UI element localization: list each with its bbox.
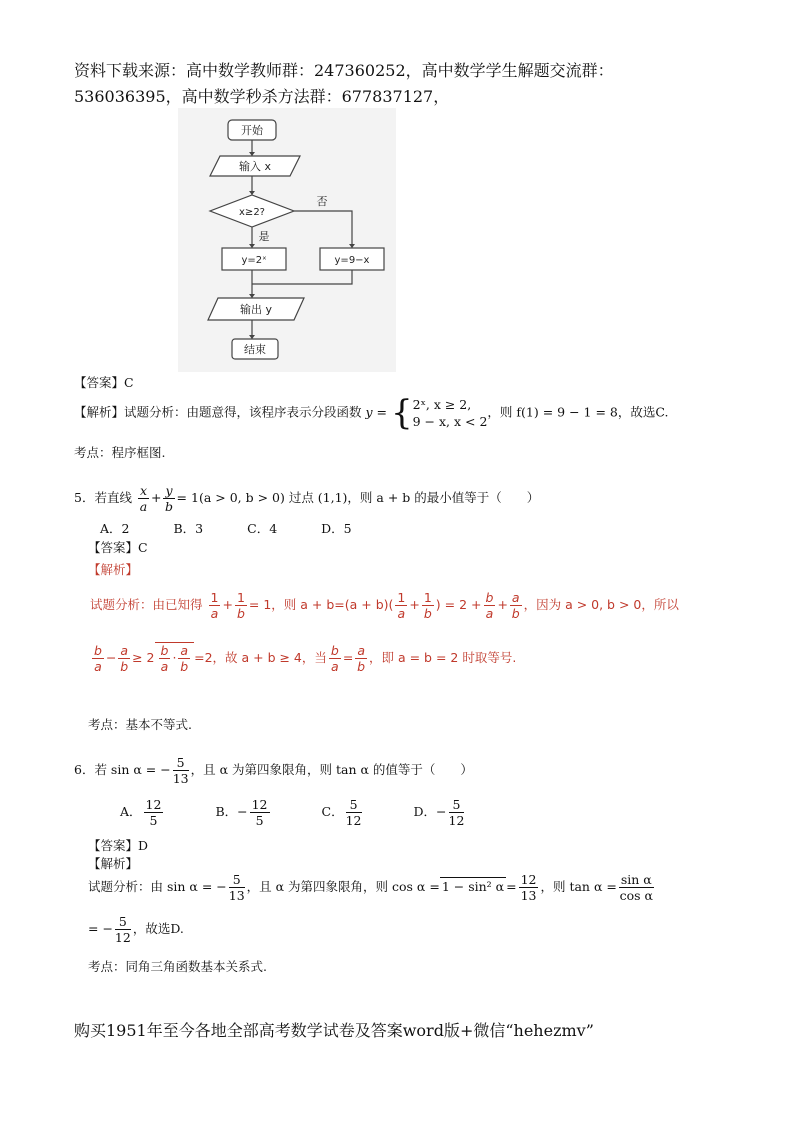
q6-analysis-line-2: = − $\frac{5}{12}$ ，故选D.	[88, 914, 184, 945]
q4-analysis-text1: 试题分析：由题意得，该程序表示分段函数	[124, 404, 366, 420]
flow-end-text: 结束	[244, 343, 266, 356]
q5-answer: 【答案】C	[88, 540, 148, 555]
q5-analysis-label: 【解析】	[88, 562, 139, 577]
flow-condition-text: x≥2?	[239, 207, 265, 218]
q5-frac-x-a: $\frac{x}{a}$	[139, 483, 148, 514]
q4-analysis: 【解析】试题分析：由题意得，该程序表示分段函数 y = { 2ˣ, x ≥ 2, 9 − x, x < 2 ，则 f(1) = 9 − 1 = 8，故选C.	[74, 393, 669, 433]
q4-kaodian: 考点：程序框图.	[74, 445, 166, 460]
q6-option-a: A． $\frac{12}{5}$	[120, 797, 162, 828]
q4-analysis-text2: ，则 f(1) = 9 − 1 = 8，故选C.	[487, 404, 669, 420]
q6-option-c: C． $\frac{5}{12}$	[321, 797, 362, 828]
q6-analysis-label: 【解析】	[88, 856, 139, 871]
flow-start-text: 开始	[241, 124, 263, 137]
q6-options	[120, 797, 466, 828]
header-line-2: 536036395，高中数学秒杀方法群：677837127，	[74, 87, 450, 106]
q5-option-c: C．4	[247, 521, 278, 536]
q5-option-a: A．2	[100, 521, 130, 536]
flow-yes-label: 是	[258, 230, 270, 243]
q6-kaodian: 考点：同角三角函数基本关系式.	[88, 959, 267, 974]
footer: 购买1951年至今各地全部高考数学试卷及答案word版+微信“hehezmv”	[74, 1021, 594, 1040]
q5-analysis-line-2: $\frac{b}{a}$ − $\frac{a}{b}$ ≥ 2 $\frac{b}{a}$ · $\frac{a}{b}$ =2，故 a + b ≥ 4，当 $\frac{b}{a}$ = $\frac{a}{b}$ ，即 a = b = 2 时取等号.	[94, 643, 517, 674]
q4-analysis-label: 【解析】	[74, 404, 125, 420]
q6-answer: 【答案】D	[88, 838, 149, 853]
q6-stem: 6．若 sin α = − $\frac{5}{13}$ ，且 α 为第四象限角，则 tan α 的值等于（ ）	[74, 755, 473, 786]
q6-analysis-line-1: 试题分析：由 sin α = − $\frac{5}{13}$ ，且 α 为第四象限角，则 cos α = 1 − sin² α = $\frac{12}{13}$ ，则 tan α = $\frac{\text{sin α}}{\text{cos α}}$	[88, 872, 653, 903]
flow-input-text: 输入 x	[238, 160, 272, 173]
q5-analysis-line-1: 试题分析：由已知得 $\frac{1}{a}$ + $\frac{1}{b}$ = 1，则 a + b=(a + b)( $\frac{1}{a}$ + $\frac{1}{b}$ ) = 2 + $\frac{b}{a}$ + $\frac{a}{b}$ ，因为 a > 0, b > 0，所以	[90, 590, 679, 621]
q4-piece-2: 9 − x, x < 2	[412, 414, 488, 429]
q5-frac-y-b: $\frac{y}{b}$	[165, 483, 174, 514]
flowchart-diagram	[178, 108, 396, 372]
flowchart	[178, 108, 396, 372]
header	[74, 58, 734, 110]
flow-no-branch-text: y=9−x	[334, 255, 370, 266]
flow-yes-branch-text: y=2ˣ	[241, 255, 267, 266]
q5-stem-pre: 5．若直线	[74, 490, 132, 505]
q4-piecewise	[413, 396, 488, 430]
q4-piece-1: 2ˣ, x ≥ 2,	[412, 397, 472, 412]
q5-kaodian: 考点：基本不等式.	[88, 717, 192, 732]
q6-option-b: B．− $\frac{12}{5}$	[215, 797, 268, 828]
q6-option-d: D．− $\frac{5}{12}$	[413, 797, 465, 828]
header-line-1: 资料下载来源：高中数学教师群：247360252，高中数学学生解题交流群：	[74, 61, 614, 80]
q5-stem-post: = 1(a > 0, b > 0) 过点 (1,1)，则 a + b 的最小值等于（ ）	[176, 490, 540, 505]
q5-option-d: D．5	[321, 521, 352, 536]
flow-output-text: 输出 y	[239, 303, 273, 316]
q5-option-b: B．3	[173, 521, 204, 536]
flow-no-label: 否	[316, 195, 328, 208]
q5-stem: 5．若直线 $\frac{x}{a}$ + $\frac{y}{b}$ = 1(a > 0, b > 0) 过点 (1,1)，则 a + b 的最小值等于（ ）	[74, 483, 540, 514]
q5-options	[100, 520, 352, 538]
q4-answer: 【答案】C	[74, 375, 134, 390]
